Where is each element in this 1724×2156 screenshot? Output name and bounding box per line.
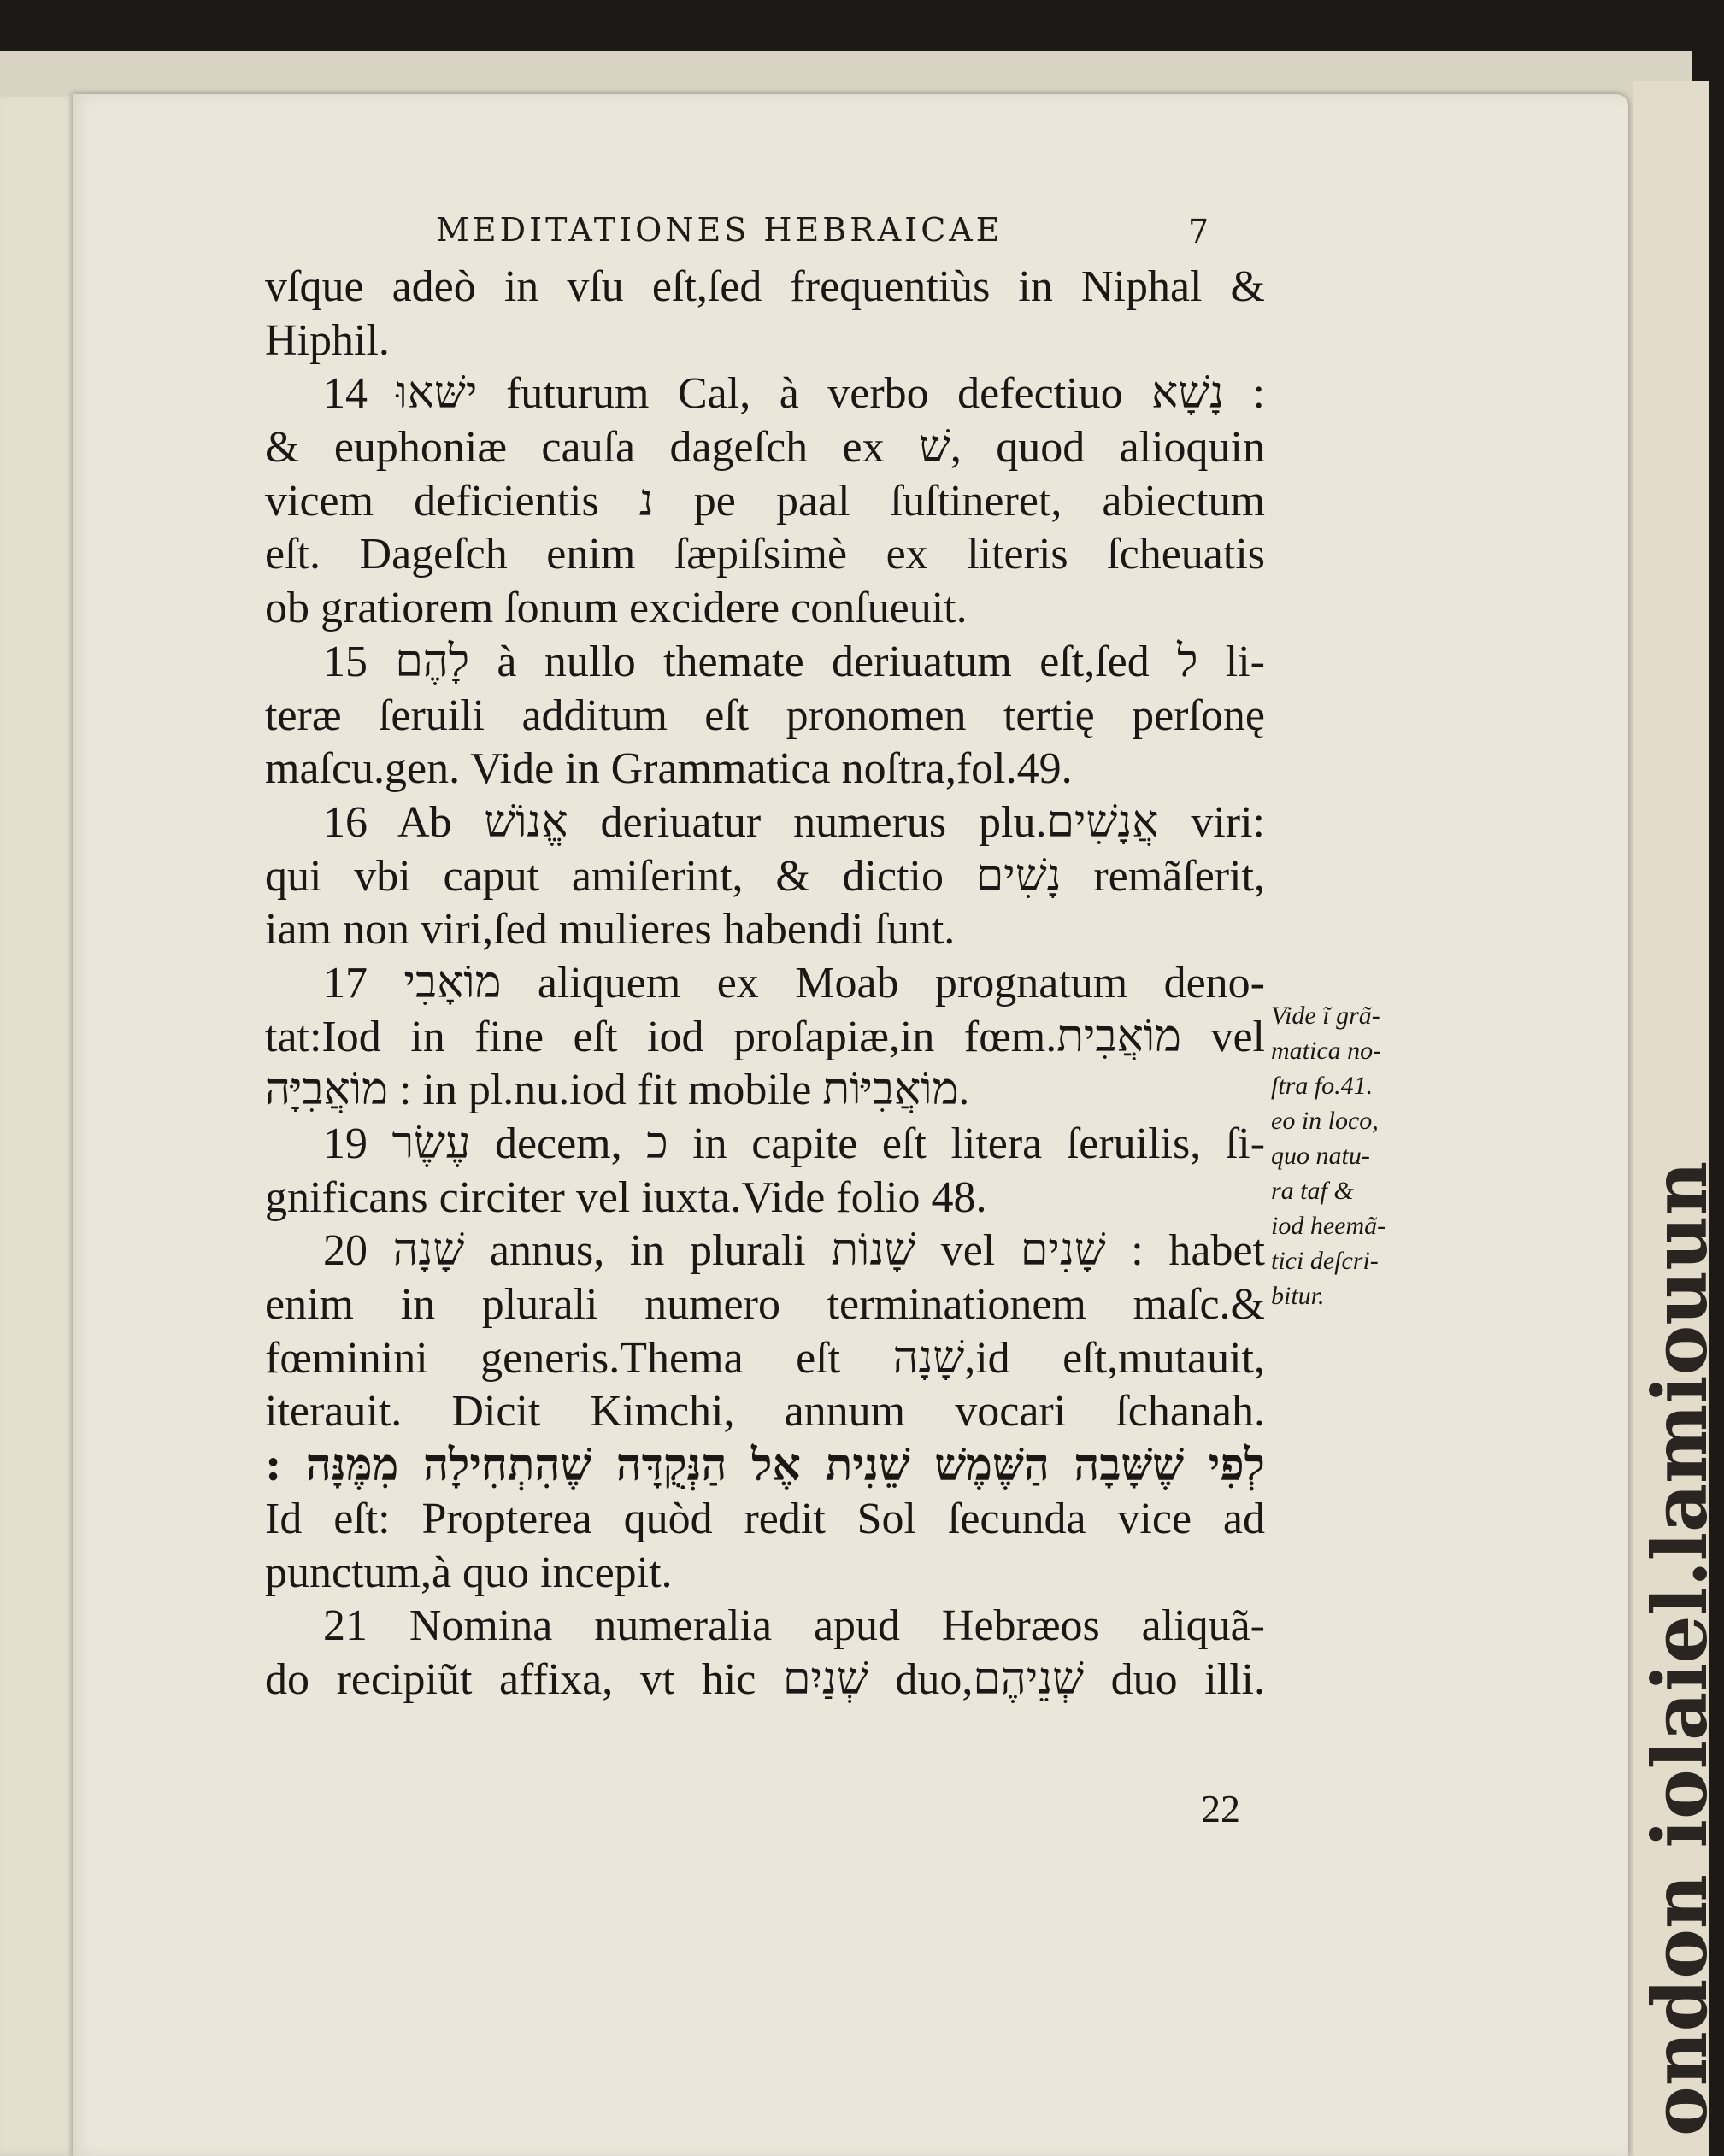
text-line: eſt. Dageſch enim ſæpiſsimè ex literis ſcheuatis [265, 530, 1265, 579]
left-page-edge [0, 94, 81, 2156]
text-line: maſcu.gen. Vide in Grammatica noſtra,fol.49. [265, 744, 1073, 794]
margin-note-line: Vide ĩ grã- [1271, 1002, 1380, 1030]
text-line: qui vbi caput amiſerint, & dictio נָשִׁים remãſerit, [265, 851, 1265, 901]
text-line: fœminini generis.Thema eſt שָׁנָה,id eſt,mutauit, [265, 1333, 1265, 1383]
text-line: iterauit. Dicit Kimchi, annum vocari ſchanah. [265, 1387, 1265, 1436]
text-line: tat:Iod in fine eſt iod proſapiæ,in fœm.מוֹאֲבִית vel [265, 1012, 1265, 1061]
text-line: 21 Nomina numeralia apud Hebræos aliquã- [323, 1601, 1265, 1651]
text-line: מוֹאֲבִיָּה : in pl.nu.iod fit mobile מוֹאֲבִיּוֹת. [265, 1066, 970, 1115]
page-number: 7 [1188, 213, 1213, 250]
text-line: vſque adeò in vſu eſt,ſed frequentiùs in Niphal & [265, 262, 1265, 311]
text-line: 19 עֶשֶׂר decem, כ in capite eſt litera ſeruilis, ſi- [323, 1119, 1266, 1168]
margin-note-line: tici deſcri- [1271, 1247, 1379, 1275]
text-line: enim in plurali numero terminationem maſc.& [265, 1280, 1265, 1330]
margin-note-line: bitur. [1271, 1282, 1325, 1310]
text-line: 17 מוֹאָבִי aliquem ex Moab prognatum deno- [323, 958, 1266, 1008]
text-line: 20 שָׁנָה annus, in plurali שָׁנוֹת vel שָׁנִים : habet [323, 1226, 1265, 1276]
text-line: Hiphil. [265, 315, 390, 365]
text-line: & euphoniæ cauſa dageſch ex שׁ, quod alioquin [265, 423, 1265, 473]
text-line: Id eſt: Propterea quòd redit Sol ſecunda vice ad [265, 1494, 1265, 1543]
hebrew-quotation-line: לְפִי שֶׁשָּׁבָה הַשֶּׁמֶשׁ שֵׁנִית אֶל הַנְּקֻדָּה שֶׁהִתְחִילָה מִמֶּנָּה : [265, 1439, 1265, 1492]
margin-note-line: eo in loco, [1271, 1107, 1379, 1135]
running-title: MEDITATIONES HEBRAICAE [436, 211, 1003, 249]
text-line: iam non viri,ſed mulieres habendi ſunt. [265, 905, 956, 955]
text-line: do recipiũt affixa, vt hic שְׁנַיִם duo,שְׁנֵיהֶם duo illi. [265, 1654, 1266, 1704]
running-head [436, 211, 1213, 254]
text-line: ob gratiorem ſonum excidere conſueuit. [265, 584, 968, 633]
margin-note-line: iod heemã- [1271, 1212, 1386, 1240]
signature-mark: 22 [1201, 1787, 1240, 1830]
text-line: punctum,à quo incepit. [265, 1548, 673, 1597]
margin-note-line: matica no- [1271, 1037, 1382, 1065]
text-line: teræ ſeruili additum eſt pronomen tertię perſonę [265, 690, 1265, 740]
facing-page-text: ondon iolaiel.lamiouun [1635, 1160, 1724, 2136]
text-line: vicem deficientis נ pe paal ſuſtineret, abiectum [265, 476, 1266, 526]
margin-note-line: ra taf & [1271, 1177, 1354, 1205]
main-text-block [265, 261, 1265, 1707]
text-line: 14 ישּׁאוּ futurum Cal, à verbo defectiuo נָשָׁא : [323, 369, 1266, 419]
text-line: 15 לָהֶם à nullo themate deriuatum eſt,ſed ל li- [323, 637, 1265, 686]
margin-note-line: quo natu- [1271, 1142, 1370, 1170]
text-line: 16 Ab אֱנוֹשׁ deriuatur numerus plu.אֲנָשִׁים viri: [323, 797, 1265, 847]
text-line: gnificans circiter vel iuxta.Vide folio 48. [265, 1172, 987, 1222]
marginal-note [1271, 998, 1433, 1313]
margin-note-line: ſtra fo.41. [1271, 1072, 1374, 1100]
